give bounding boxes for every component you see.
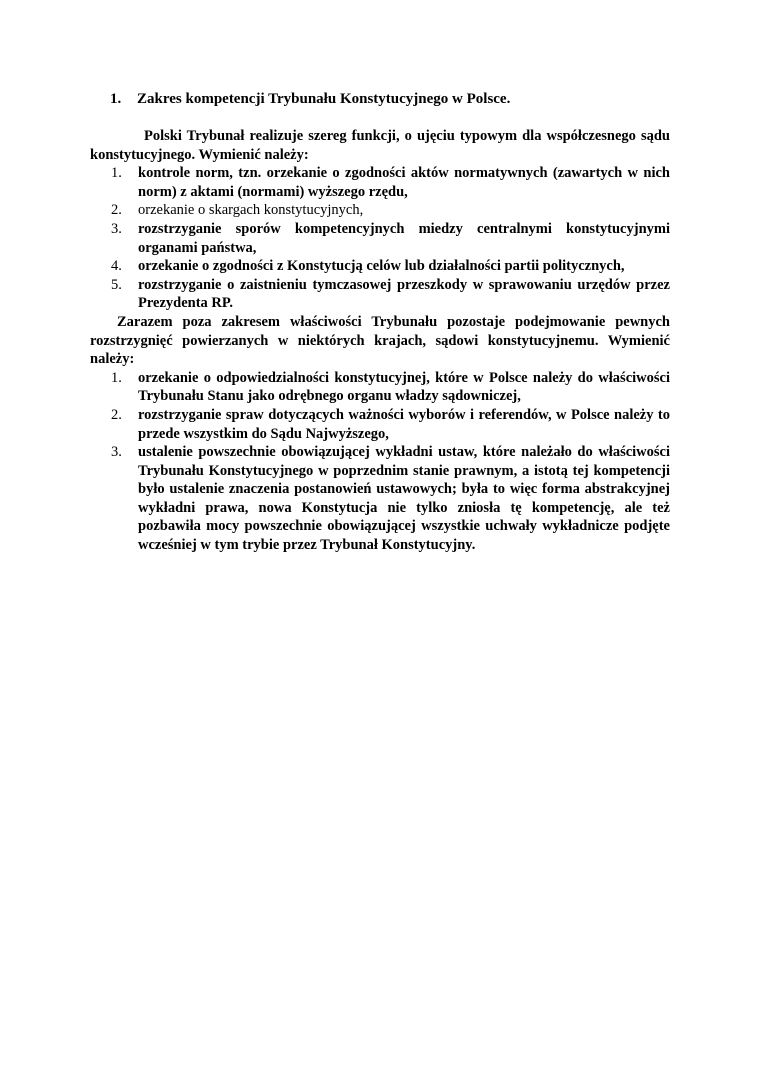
list-item-text: orzekanie o odpowiedzialności konstytucyjnej, które w Polsce należy do właściwości Trybunału Stanu jako odrębnego organu władzy sądowniczej, (138, 369, 670, 405)
list-item-number: 1. (111, 369, 122, 386)
list-item-number: 1. (111, 165, 122, 182)
list-item-text: rozstrzyganie o zaistnieniu tymczasowej przeszkody w sprawowaniu urzędów przez Prezydenta RP. (138, 276, 670, 312)
list-item-text: orzekanie o zgodności z Konstytucją celów lub działalności partii politycznych, (138, 258, 625, 275)
list-item-text: ustalenie powszechnie obowiązującej wykładni ustaw, które należało do właściwości Trybunału Konstytucyjnego w poprzednim stanie prawnym, a istotą tej kompetencji było ustalenie znaczenia postanowień ustawowych; była to więc forma abstrakcyjnej wykładni prawa, nowa Konstytucja nie tylko zniosła tę kompetencję, ale też pozbawiła mocy powszechnie obowiązującej wszystkie uchwały wykładnicze podjęte wcześniej w tym trybie przez Trybunał Konstytucyjny. (138, 444, 670, 554)
list-item (111, 406, 670, 443)
list-item-number: 2. (111, 202, 122, 219)
section-number: 1. (110, 91, 122, 107)
list-item-number: 3. (111, 220, 122, 237)
list-item (111, 443, 670, 555)
section-heading (110, 90, 670, 109)
list-item-number: 5. (111, 276, 122, 293)
section-title: Zakres kompetencji Trybunału Konstytucyjnego w Polsce. (137, 91, 511, 107)
list-item (111, 257, 670, 276)
list-item-text: orzekanie o skargach konstytucyjnych, (138, 202, 364, 219)
excluded-powers-list (90, 369, 670, 555)
intro-paragraph: Polski Trybunał realizuje szereg funkcji, o ujęciu typowym dla współczesnego sądu konstytucyjnego. Wymienić należy: (90, 128, 670, 163)
list-item (111, 276, 670, 313)
list-item-text: kontrole norm, tzn. orzekanie o zgodności aktów normatywnych (zawartych w nich norm) z aktami (normami) wyższego rzędu, (138, 165, 670, 200)
list-item (111, 164, 670, 201)
functions-list (90, 164, 670, 313)
list-item-number: 4. (111, 258, 122, 275)
document-body (90, 127, 670, 555)
middle-paragraph: Zarazem poza zakresem właściwości Trybunału pozostaje podejmowanie pewnych rozstrzygnięć powierzanych w niektórych krajach, sądowi konstytucyjnemu. Wymienić należy: (90, 313, 670, 368)
list-item (111, 201, 670, 220)
list-item-number: 3. (111, 444, 122, 461)
list-item-text: rozstrzyganie spraw dotyczących ważności wyborów i referendów, w Polsce należy to przede wszystkim do Sądu Najwyższego, (138, 406, 670, 442)
list-item-number: 2. (111, 406, 122, 423)
list-item-text: rozstrzyganie sporów kompetencyjnych miedzy centralnymi konstytucyjnymi organami państwa, (138, 220, 670, 256)
list-item (111, 369, 670, 406)
list-item (111, 220, 670, 257)
